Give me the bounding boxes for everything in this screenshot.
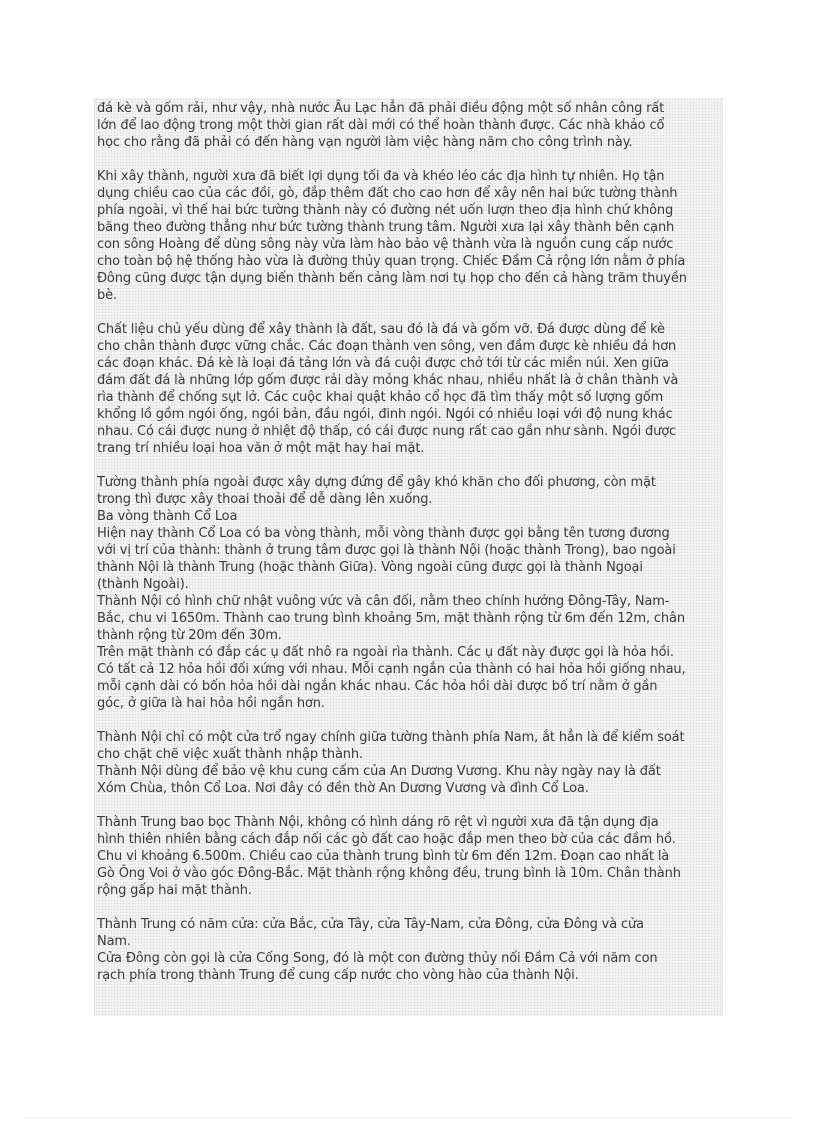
text-line: các đoạn khác. Đá kè là loại đá tảng lớn và đá cuội được chở tới từ các miền núi. Xen giữa	[97, 356, 669, 371]
text-line: cho toàn bộ hệ thống hào vừa là đường thủy quan trọng. Chiếc Đầm Cả rộng lớn nằm ở phía	[97, 254, 686, 269]
text-line: bè.	[97, 288, 117, 303]
paragraph	[97, 525, 719, 593]
text-line: mỗi cạnh dài có bốn hỏa hồi dài ngắn khác nhau. Các hỏa hồi dài được bố trí nằm ở gần	[97, 679, 658, 694]
text-line: trong thì được xây thoai thoải để dễ dàng lên xuống.	[97, 492, 433, 507]
paragraph	[97, 100, 719, 151]
text-line: Đông cũng được tận dụng biến thành bến cảng làm nơi tụ họp cho đến cả hàng trăm thuyền	[97, 271, 687, 286]
document-body	[97, 100, 719, 984]
text-line: cho chân thành được vững chắc. Các đoạn thành ven sông, ven đầm được kè nhiều đá hơn	[97, 339, 677, 354]
text-line: Khi xây thành, người xưa đã biết lợi dụng tối đa và khéo léo các địa hình tự nhiên. Họ tận	[97, 169, 665, 184]
paragraph	[97, 644, 719, 712]
text-line: rạch phía trong thành Trung để cung cấp nước cho vòng hào của thành Nội.	[97, 968, 579, 983]
text-line: đá kè và gốm rải, như vậy, nhà nước Âu Lạc hẳn đã phải điều động một số nhân công rất	[97, 101, 665, 116]
text-line: (thành Ngoài).	[97, 577, 189, 592]
paragraph	[97, 168, 719, 304]
text-line: Nam.	[97, 934, 131, 949]
text-line: Xóm Chùa, thôn Cổ Loa. Nơi đây có đền thờ An Dương Vương và đình Cổ Loa.	[97, 781, 589, 796]
text-line: Thành Nội chỉ có một cửa trổ ngay chính giữa tường thành phía Nam, ắt hẳn là để kiểm soát	[97, 730, 685, 745]
text-line: con sông Hoàng để dùng sông này vừa làm hào bảo vệ thành vừa là nguồn cung cấp nước	[97, 237, 674, 252]
text-line: rìa thành để chống sụt lở. Các cuộc khai quật khảo cổ học đã tìm thấy một số lượng gốm	[97, 390, 664, 405]
paragraph	[97, 950, 719, 984]
text-line: Thành Trung có năm cửa: cửa Bắc, cửa Tây, cửa Tây-Nam, cửa Đông, cửa Đông và cửa	[97, 917, 644, 932]
text-line: cho chặt chẽ việc xuất thành nhập thành.	[97, 747, 363, 762]
text-line: hình thiên nhiên bằng cách đắp nối các gò đất cao hoặc đắp men theo bờ của các đầm hồ.	[97, 832, 676, 847]
text-line: thành Nội là thành Trung (hoặc thành Giữa). Vòng ngoài cũng được gọi là thành Ngoại	[97, 560, 643, 575]
text-line: Chất liệu chủ yếu dùng để xây thành là đất, sau đó là đá và gốm vỡ. Đá được dùng để kè	[97, 322, 665, 337]
text-line: đám đất đá là những lớp gốm được rải dày mỏng khác nhau, nhiều nhất là ở chân thành và	[97, 373, 679, 388]
text-line: rộng gấp hai mặt thành.	[97, 883, 252, 898]
text-line: lớn để lao động trong một thời gian rất dài mới có thể hoàn thành được. Các nhà khảo cổ	[97, 118, 665, 133]
paragraph	[97, 508, 719, 525]
text-line: Chu vi khoảng 6.500m. Chiều cao của thành trung bình từ 6m đến 12m. Đoạn cao nhất là	[97, 849, 670, 864]
text-line: Ba vòng thành Cổ Loa	[97, 509, 238, 524]
text-line: học cho rằng đã phải có đến hàng vạn người làm việc hàng năm cho công trình này.	[97, 135, 633, 150]
text-line: trang trí nhiều loại hoa văn ở một mặt hay hai mặt.	[97, 441, 425, 456]
paragraph	[97, 763, 719, 797]
text-line: khổng lồ gồm ngói ống, ngói bản, đầu ngói, đinh ngói. Ngói có nhiều loại với độ nung khác	[97, 407, 673, 422]
page-bottom-rule	[24, 1117, 792, 1118]
text-line: Tường thành phía ngoài được xây dựng đứng để gây khó khăn cho đối phương, còn mặt	[97, 475, 656, 490]
text-line: với vị trí của thành: thành ở trung tâm được gọi là thành Nội (hoặc thành Trong), bao ngoài	[97, 543, 676, 558]
text-line: Hiện nay thành Cổ Loa có ba vòng thành, mỗi vòng thành được gọi bằng tên tương đương	[97, 526, 670, 541]
paragraph	[97, 729, 719, 763]
paragraph	[97, 814, 719, 899]
text-line: Cửa Đông còn gọi là cửa Cống Song, đó là một con đường thủy nối Đầm Cả với năm con	[97, 951, 658, 966]
text-line: băng theo đường thẳng như bức tường thành trung tâm. Người xưa lại xây thành bên cạnh	[97, 220, 675, 235]
paragraph	[97, 593, 719, 644]
text-line: Thành Trung bao bọc Thành Nội, không có hình dáng rõ rệt vì người xưa đã tận dụng địa	[97, 815, 659, 830]
paragraph	[97, 916, 719, 950]
text-line: thành rộng từ 20m đến 30m.	[97, 628, 282, 643]
paragraph	[97, 474, 719, 508]
text-line: Bắc, chu vi 1650m. Thành cao trung bình khoảng 5m, mặt thành rộng từ 6m đến 12m, chân	[97, 611, 685, 626]
text-line: Gò Ông Voi ở vào góc Đông-Bắc. Mặt thành rộng không đều, trung bình là 10m. Chân thành	[97, 866, 681, 881]
text-line: phía ngoài, vì thế hai bức tường thành này có đường nét uốn lượn theo địa hình chứ không	[97, 203, 674, 218]
text-line: Có tất cả 12 hỏa hồi đối xứng với nhau. Mỗi cạnh ngắn của thành có hai hỏa hồi giống nhau,	[97, 662, 686, 677]
text-line: Thành Nội có hình chữ nhật vuông vức và cân đối, nằm theo chính hướng Đông-Tây, Nam-	[97, 594, 670, 609]
text-line: dụng chiều cao của các đồi, gò, đắp thêm đất cho cao hơn để xây nên hai bức tường thành	[97, 186, 678, 201]
text-line: góc, ở giữa là hai hỏa hồi ngắn hơn.	[97, 696, 325, 711]
text-line: nhau. Có cái được nung ở nhiệt độ thấp, có cái được nung rất cao gần như sành. Ngói được	[97, 424, 677, 439]
text-line: Thành Nội dùng để bảo vệ khu cung cấm của An Dương Vương. Khu này ngày nay là đất	[97, 764, 661, 779]
text-line: Trên mặt thành có đắp các ụ đất nhô ra ngoài rìa thành. Các ụ đất này được gọi là hỏa hồi.	[97, 645, 674, 660]
paragraph	[97, 321, 719, 457]
